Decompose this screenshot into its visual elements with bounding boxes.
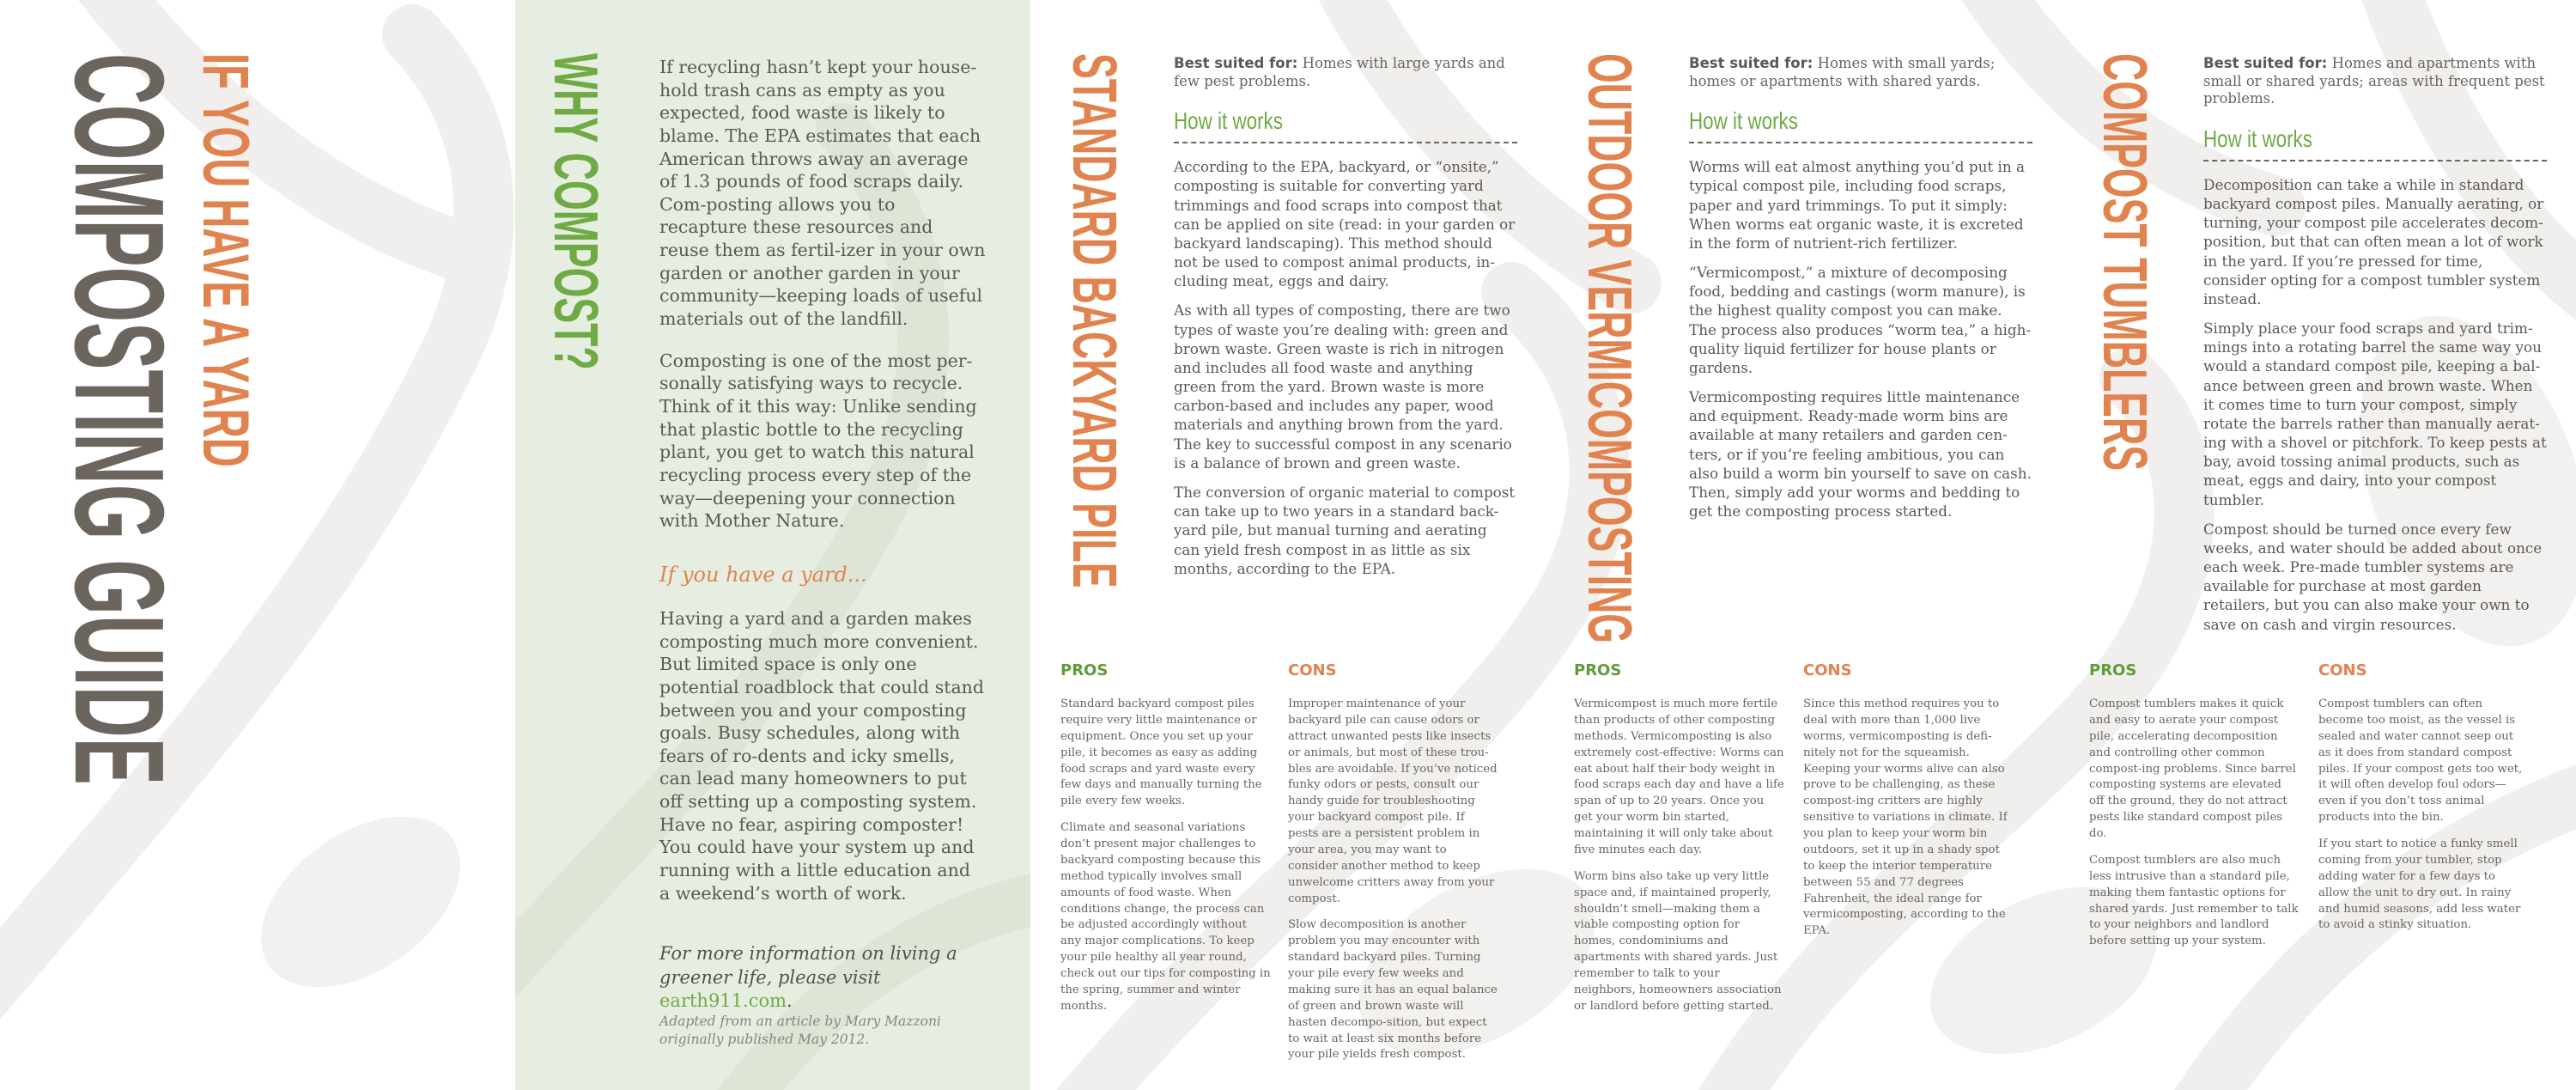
pros-text <box>1574 697 1784 1015</box>
best-suited-value: Homes with small yards; homes or apartments with shared yards. <box>1689 55 1996 89</box>
how-it-works-text <box>1174 157 1517 578</box>
how-paragraph: The conversion of organic material to compost can take up to two years in a standard back-yard pile, but manual turning and aerating can yield fresh compost in as little as six months, according to the EPA. <box>1174 484 1516 577</box>
pros-paragraph: Climate and seasonal variations don’t present major challenges to backyard composting because this method typically involves small amounts of food waste. When conditions change, the process can be adjusted accordingly without any major complications. To keep your pile healthy all year round, check out our tips for composting in the spring, summer and winter months. <box>1060 821 1271 1013</box>
tumblers-cons <box>2318 661 2529 944</box>
how-paragraph: Compost should be turned once every few weeks, and water should be added about once each week. Pre-made tumbler systems are available for purchase at most garden retailers, but you can also make your own to save on cash and virgin resources. <box>2203 520 2543 633</box>
cons-paragraph: If you start to notice a funky smell coming from your tumbler, stop adding water for a few days to allow the unit to dry out. In rainy and humid seasons, add less water to avoid a stinky situation. <box>2318 837 2521 932</box>
how-paragraph: Simply place your food scraps and yard trim-mings into a rotating barrel the same way you would a standard compost pile, keeping a bal-ance between green and brown waste. When it comes time to turn your compost, simply rotate the barrels rather than manually aerat-ing with a shovel or pitchfork. To keep pests at bay, avoid tossing animal products, such as meat, eggs and dairy, into your compost tumbler. <box>2203 320 2547 508</box>
why-paragraph-1: If recycling hasn’t kept your house-hold trash cans as empty as you expected, food waste is likely to blame. The EPA estimates that each American throws away an average of 1.3 pounds of food scraps daily. Com-posting allows you to recapture these resources and reuse them as fertil-izer in your own garden or another garden in your community—keeping loads of useful materials out of the landfill. <box>659 57 986 330</box>
pros-text <box>1060 697 1271 1015</box>
vermicomposting-cons <box>1803 661 2014 950</box>
how-paragraph: Worms will eat almost anything you’d put in a typical compost pile, including food scraps, paper and yard trimmings. To put it simply: When worms eat organic waste, it is excreted in the form of nutrient-rich fertilizer. <box>1689 158 2026 252</box>
pros-paragraph: Standard backyard compost piles require very little maintenance or equipment. Once you set up your pile, it becomes as easy as adding food scraps and yard waste every few days and manually turning the pile every few weeks. <box>1060 697 1262 808</box>
standard-pile-how-column <box>1174 55 1517 588</box>
how-paragraph: Decomposition can take a while in standard backyard compost piles. Manually aerating, or turning, your compost pile accelerates decom-position, but that can often mean a lot of work in the yard. If you’re pressed for time, consider opting for a compost tumbler system instead. <box>2203 175 2544 308</box>
dashed-divider <box>1689 142 2032 143</box>
best-suited-text <box>2203 55 2547 108</box>
cons-paragraph: Improper maintenance of your backyard pile can cause odors or attract unwanted pests like insects or animals, but most of these trou-bles are avoidable. If you’ve noticed funky odors or pests, consult our handy guide for troubleshooting your backyard compost pile. If pests are a persistent problem in your area, you may want to consider another method to keep unwelcome critters away from your compost. <box>1288 697 1498 905</box>
yard-heading: If you have a yard... <box>659 562 867 587</box>
standard-pile-pros <box>1060 661 1271 1026</box>
more-info-lead: For more information on living a greener life, please visit <box>659 943 957 988</box>
pros-paragraph: Compost tumblers are also much less intrusive than a standard pile, making them fantastic options for shared yards. Just remember to talk to your neighbors and landlord before setting up your system. <box>2089 853 2299 948</box>
cons-paragraph: Since this method requires you to deal with more than 1,000 live worms, vermicomposting is defi-nitely not for the squeamish. Keeping your worms alive can also prove to be challenging, as these compost-ing critters are highly sensitive to variations in climate. If you plan to keep your worm bin outdoors, set it up in a shady spot to keep the interior temperature between 55 and 77 degrees Fahrenheit, the ideal range for vermicomposting, according to the EPA. <box>1803 697 2008 938</box>
best-suited-label: Best suited for: <box>1174 55 1298 71</box>
cover-subtitle: IF YOU HAVE A YARD <box>189 53 262 467</box>
how-paragraph: “Vermicompost,” a mixture of decomposing food, bedding and castings (worm manure), is the highest quality compost you can make. The process also produces “worm tea,” a high-quality liquid fertilizer for house plants or gardens. <box>1689 264 2032 376</box>
adapted-credit: Adapted from an article by Mary Mazzoni originally published May 2012. <box>659 1014 941 1048</box>
why-compost-title: WHY COMPOST? <box>541 53 610 370</box>
cons-paragraph: Compost tumblers can often become too moist, as the vessel is sealed and water cannot seep out as it does from standard compost piles. If your compost gets too wet, it will often develop foul odors—even if you don’t toss animal products into the bin. <box>2318 697 2523 825</box>
best-suited-label: Best suited for: <box>1689 55 1814 71</box>
dashed-divider <box>2203 160 2547 161</box>
best-suited-label: Best suited for: <box>2203 55 2328 71</box>
how-it-works-heading: How it works <box>1689 107 1798 135</box>
pros-paragraph: Worm bins also take up very little space and, if maintained properly, shouldn’t smell—making them a viable composting option for homes, condominiums and apartments with shared yards. Just remember to talk to your neighbors, homeowners association or landlord before getting started. <box>1574 869 1782 1013</box>
tumblers-how-column <box>2203 55 2547 644</box>
pros-heading: PROS <box>1060 661 1109 679</box>
best-suited-text <box>1689 55 2032 90</box>
standard-backyard-pile-title: STANDARD BACKYARD PILE <box>1060 53 1128 588</box>
pros-paragraph: Compost tumblers makes it quick and easy to aerate your compost pile, accelerating decomposition and controlling other common compost-ing problems. Since barrel composting systems are elevated off the ground, they do not attract pests like standard compost piles do. <box>2089 697 2296 840</box>
vermicomposting-how-column <box>1689 55 2032 531</box>
tumblers-pros <box>2089 661 2300 960</box>
yard-paragraph: Having a yard and a garden makes composting much more convenient. But limited space is only one potential roadblock that could stand between you and your composting goals. Busy schedules, along with fears of ro-dents and icky smells, can lead many homeowners to put off setting up a composting system. Have no fear, aspiring composter! You could have your system up and running with a little education and a weekend’s worth of work. <box>659 608 984 904</box>
why-paragraph-2: Composting is one of the most per-sonally satisfying ways to recycle. Think of it this way: Unlike sending that plastic bottle to the recycling plant, you get to watch this natural recycling process every step of the way—deepening your connection with Mother Nature. <box>659 350 977 532</box>
cons-text <box>1803 697 2014 940</box>
how-it-works-heading: How it works <box>2203 125 2312 152</box>
how-it-works-text <box>2203 175 2547 634</box>
vermicomposting-pros <box>1574 661 1784 1026</box>
pros-heading: PROS <box>1574 661 1622 679</box>
how-paragraph: As with all types of composting, there are two types of waste you’re dealing with: green and brown waste. Green waste is rich in nitrogen and includes all food waste and anything green from the yard. Brown waste is more carbon-based and includes any paper, wood materials and anything brown from the yard. The key to successful compost in any scenario is a balance of brown and green waste. <box>1174 301 1512 472</box>
dashed-divider <box>1174 142 1517 143</box>
how-it-works-heading: How it works <box>1174 107 1283 135</box>
best-suited-text <box>1174 55 1517 90</box>
standard-pile-cons <box>1288 661 1498 1074</box>
best-suited-value: Homes with large yards and few pest problems. <box>1174 55 1505 89</box>
how-paragraph: According to the EPA, backyard, or “onsite,” composting is suitable for converting yard trimmings and food scraps into compost that can be applied on site (read: in your garden or backyard landscaping). This method should not be used to compost animal products, in-cluding meat, eggs and dairy. <box>1174 158 1516 290</box>
cons-heading: CONS <box>1803 661 1852 679</box>
pros-text <box>2089 697 2300 950</box>
how-paragraph: Vermicomposting requires little maintenance and equipment. Ready-made worm bins are available at many retailers and garden cen-ters, or if you’re feeling ambitious, you can also build a worm bin yourself to save on cash. Then, simply add your worms and bedding to get the composting process started. <box>1689 388 2032 521</box>
why-compost-text <box>659 56 986 1068</box>
best-suited-value: Homes and apartments with small or shared yards; areas with frequent pest problems. <box>2203 55 2545 107</box>
earth911-link[interactable]: earth911.com <box>659 990 787 1011</box>
cover-title: COMPOSTING GUIDE <box>48 53 190 785</box>
compost-tumblers-title: COMPOST TUMBLERS <box>2090 53 2159 472</box>
cons-heading: CONS <box>2318 661 2367 679</box>
how-it-works-text <box>1689 157 2032 521</box>
cons-text <box>2318 697 2529 934</box>
cons-paragraph: Slow decomposition is another problem you may encounter with standard backyard piles. Turning your pile every few weeks and making sure it has an equal balance of green and brown waste will hasten decompo-sition, but expect to wait at least six months before your pile yields fresh compost. <box>1288 918 1498 1062</box>
cover-panel <box>0 0 515 1090</box>
pros-paragraph: Vermicompost is much more fertile than products of other composting methods. Vermicomposting is also extremely cost-effective: Worms can eat about half their body weight in food scraps each day and have a life span of up to 20 years. Once you get your worm bin started, maintaining it will only take about five minutes each day. <box>1574 697 1784 856</box>
cons-heading: CONS <box>1288 661 1337 679</box>
pros-heading: PROS <box>2089 661 2137 679</box>
more-info-text <box>659 942 986 1013</box>
more-info-end: . <box>787 990 793 1011</box>
cons-text <box>1288 697 1498 1063</box>
outdoor-vermicomposting-title: OUTDOOR VERMICOMPOSTING <box>1575 53 1643 643</box>
